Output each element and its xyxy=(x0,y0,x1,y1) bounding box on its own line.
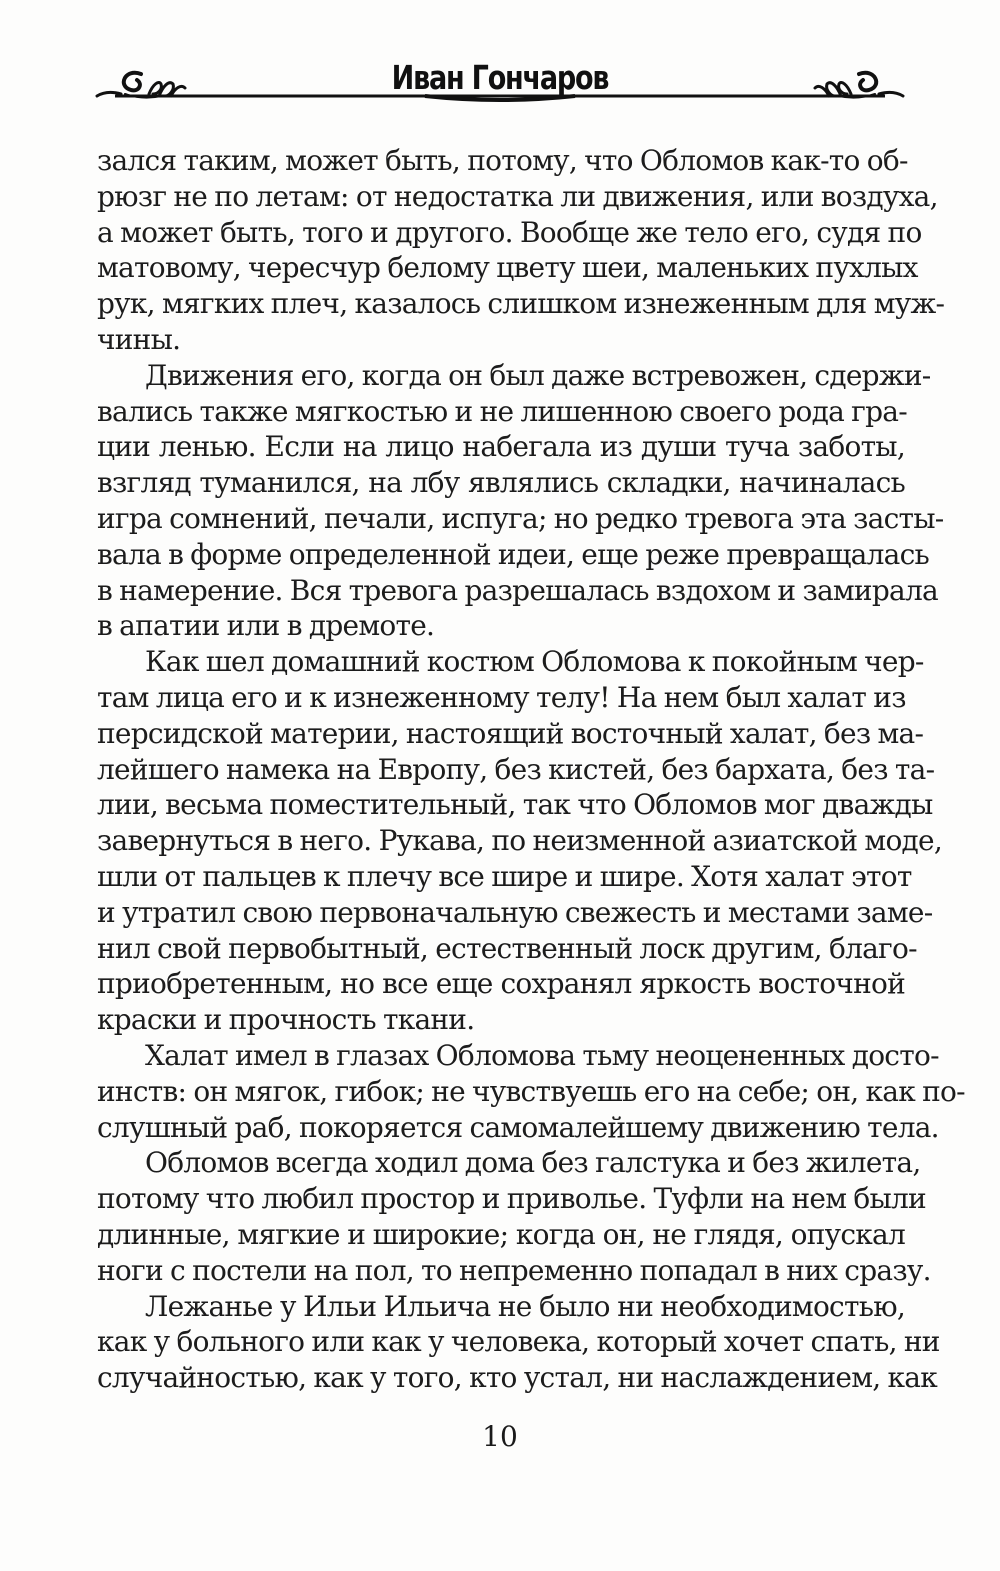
text-line: приобретенным, но все еще сохранял яркость восточной xyxy=(97,967,905,1001)
text-line: матовому, чересчур белому цвету шеи, маленьких пухлых xyxy=(97,251,918,285)
text-line: длинные, мягкие и широкие; когда он, не глядя, опускал xyxy=(97,1217,905,1251)
text-line: Халат имел в глазах Обломова тьму неоцененных досто- xyxy=(145,1038,939,1072)
text-line: шли от пальцев к плечу все шире и шире. Хотя халат этот xyxy=(97,859,912,893)
text-line: игра сомнений, печали, испуга; но редко тревога эта засты- xyxy=(97,501,944,535)
text-line: как у больного или как у человека, который хочет спать, ни xyxy=(97,1325,940,1359)
text-line: случайностью, как у того, кто устал, ни наслаждением, как xyxy=(97,1361,937,1395)
text-line: ции ленью. Если на лицо набегала из души туча заботы, xyxy=(97,430,905,464)
text-line: нил свой первобытный, естественный лоск другим, благо- xyxy=(97,931,917,965)
paragraph xyxy=(97,644,943,1038)
text-line: лейшего намека на Европу, без кистей, без бархата, без та- xyxy=(97,752,935,786)
text-line: зался таким, может быть, потому, что Обломов как-то об- xyxy=(97,144,908,177)
running-header-title: Иван Гончаров xyxy=(391,58,609,97)
text-line: потому что любил простор и приволье. Туфли на нем были xyxy=(97,1182,926,1216)
text-line: рюзг не по летам: от недостатка ли движения, или воздуха, xyxy=(97,179,938,213)
paragraph xyxy=(97,1289,940,1396)
text-line: рук, мягких плеч, казалось слишком изнеженным для муж- xyxy=(97,287,945,321)
text-line: лии, весьма поместительный, так что Обломов мог дважды xyxy=(97,788,933,822)
text-line: в намерение. Вся тревога разрешалась вздохом и замирала xyxy=(97,573,938,607)
text-line: Лежанье у Ильи Ильича не было ни необходимостью, xyxy=(145,1289,905,1323)
text-line: вала в форме определенной идеи, еще реже превращалась xyxy=(97,537,930,571)
text-line: ноги с постели на пол, то непременно попадал в них сразу. xyxy=(97,1253,931,1287)
text-line: Как шел домашний костюм Обломова к покойным чер- xyxy=(145,645,924,679)
body-text xyxy=(97,143,965,1396)
paragraph xyxy=(97,358,944,644)
text-line: чины. xyxy=(97,322,181,356)
text-line: Обломов всегда ходил дома без галстука и без жилета, xyxy=(145,1146,921,1180)
text-line: Движения его, когда он был даже встревожен, сдержи- xyxy=(145,358,931,392)
paragraph xyxy=(97,1145,931,1288)
text-line: в апатии или в дремоте. xyxy=(97,609,435,643)
paragraph xyxy=(97,1038,965,1145)
text-line: слушный раб, покоряется самомалейшему движению тела. xyxy=(97,1110,939,1144)
text-line: краски и прочность ткани. xyxy=(97,1003,475,1037)
text-line: взгляд туманился, на лбу являлись складки, начиналась xyxy=(97,466,905,500)
page-number: 10 xyxy=(482,1420,518,1453)
text-line: инств: он мягок, гибок; не чувствуешь его на себе; он, как по- xyxy=(97,1074,965,1108)
text-line: и утратил свою первоначальную свежесть и местами заме- xyxy=(97,895,933,929)
running-header xyxy=(95,50,905,120)
text-line: вались также мягкостью и не лишенною своего рода гра- xyxy=(97,394,907,428)
text-line: а может быть, того и другого. Вообще же тело его, судя по xyxy=(97,215,922,249)
text-line: там лица его и к изнеженному телу! На нем был халат из xyxy=(97,680,906,714)
text-line: завернуться в него. Рукава, по неизменной азиатской моде, xyxy=(97,824,943,858)
text-line: персидской материи, настоящий восточный халат, без ма- xyxy=(97,716,924,750)
paragraph xyxy=(97,143,945,358)
